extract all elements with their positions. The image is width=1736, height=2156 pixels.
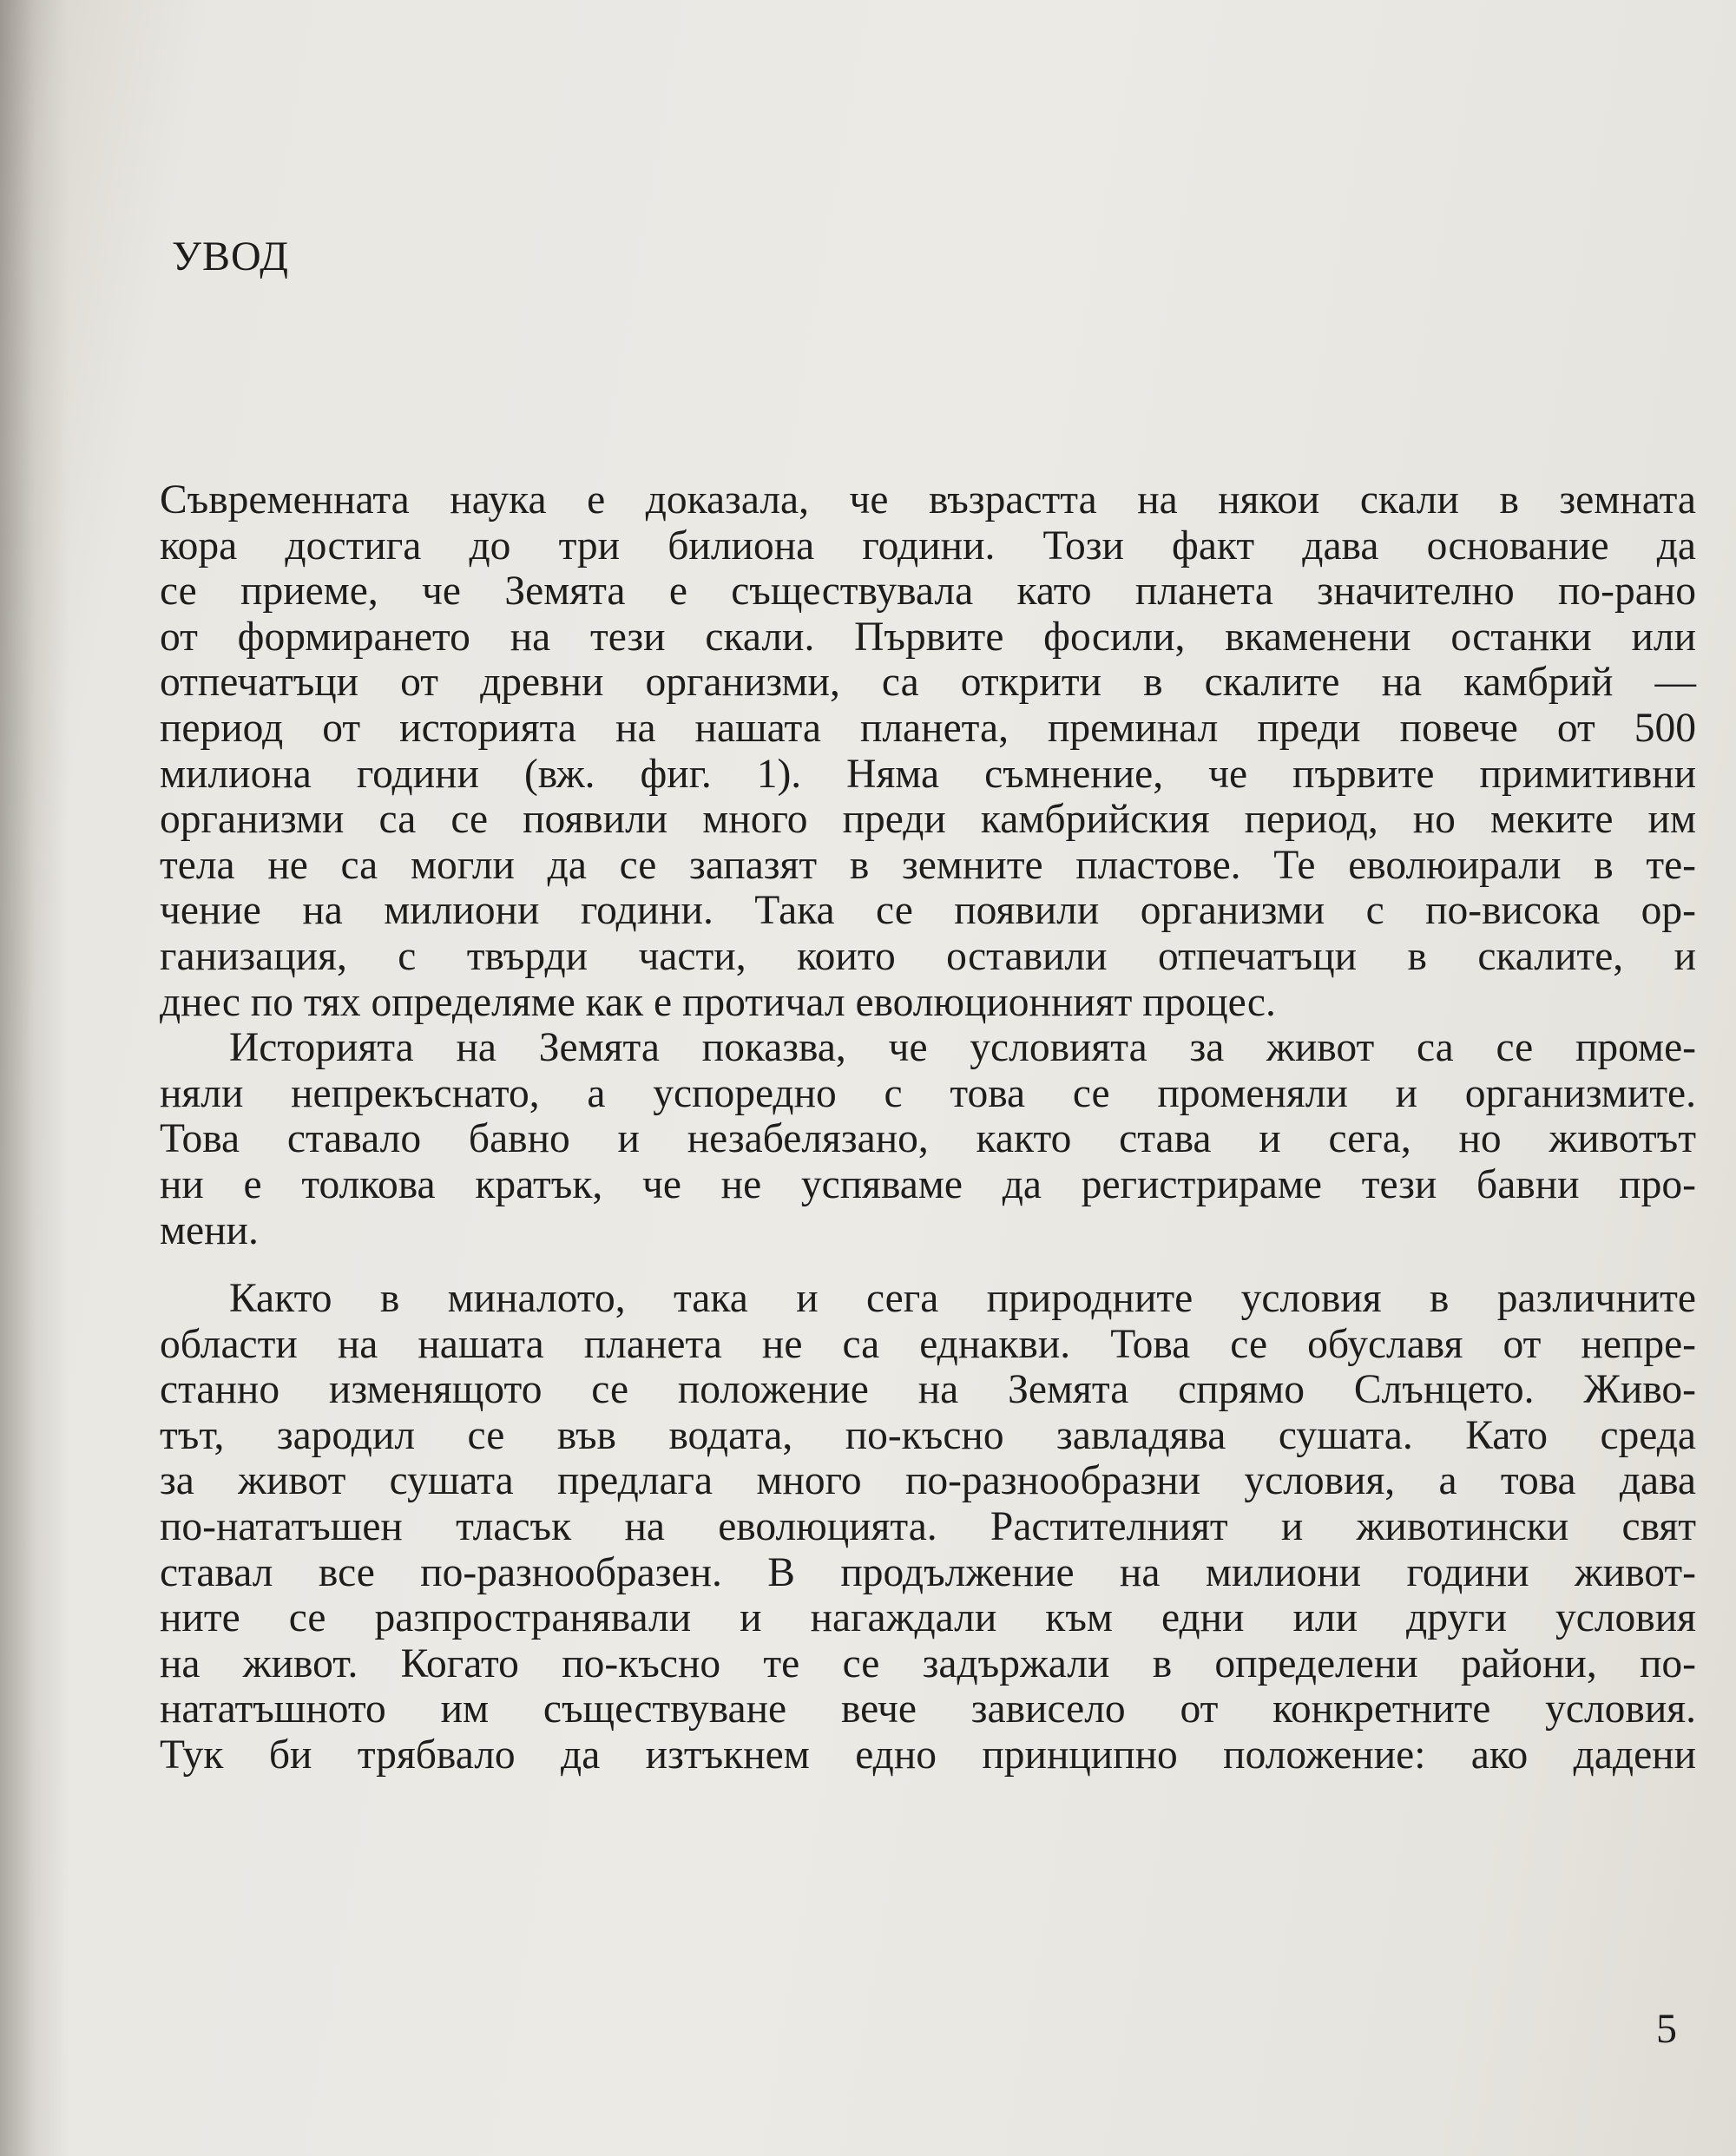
paragraph xyxy=(160,1276,1696,1778)
text-line: ните се разпространявали и нагаждали към едни или други условия xyxy=(160,1595,1696,1641)
text-line: ставал все по-разнообразен. В продължение на милиони години живот- xyxy=(160,1549,1696,1595)
text-line: Това ставало бавно и незабелязано, както става и сега, но животът xyxy=(160,1116,1696,1162)
text-line: нататъшното им съществуване вече зависело от конкретните условия. xyxy=(160,1686,1696,1732)
text-line: отпечатъци от древни организми, са открити в скалите на камбрий — xyxy=(160,660,1696,706)
page-number: 5 xyxy=(1656,2006,1677,2052)
gutter-shadow xyxy=(0,0,69,2156)
text-line: станно изменящото се положение на Земята спрямо Слънцето. Живо- xyxy=(160,1367,1696,1413)
paragraph xyxy=(160,1025,1696,1253)
text-line: днес по тях определяме как е протичал еволюционният процес. xyxy=(160,979,1276,1025)
text-line: от формирането на тези скали. Първите фосили, вкаменени останки или xyxy=(160,614,1696,660)
text-line: Историята на Земята показва, че условията за живот са се проме- xyxy=(229,1025,1696,1071)
text-line: ганизация, с твърди части, които оставили отпечатъци в скалите, и xyxy=(160,933,1696,979)
text-line: период от историята на нашата планета, преминал преди повече от 500 xyxy=(160,705,1696,751)
text-line: по-нататъшен тласък на еволюцията. Растителният и животински свят xyxy=(160,1504,1696,1550)
text-line: Както в миналото, така и сега природните условия в различните xyxy=(229,1276,1696,1322)
text-line: Съвременната наука е доказала, че възрастта на някои скали в земната xyxy=(160,477,1696,523)
text-line: на живот. Когато по-късно те се задържали в определени райони, по- xyxy=(160,1640,1696,1686)
chapter-title: УВОД xyxy=(172,233,290,279)
text-line: кора достига до три билиона години. Този факт дава основание да xyxy=(160,523,1696,569)
text-line: области на нашата планета не са еднакви. Това се обуславя от непре- xyxy=(160,1321,1696,1367)
text-line: мени. xyxy=(160,1207,259,1253)
text-line: се приеме, че Земята е съществувала като планета значително по-рано xyxy=(160,569,1696,615)
text-line: Тук би трябвало да изтъкнем едно принципно положение: ако дадени xyxy=(160,1732,1696,1778)
text-line: милиона години (вж. фиг. 1). Няма съмнение, че първите примитивни xyxy=(160,751,1696,797)
paragraph xyxy=(160,477,1696,1025)
text-line: за живот сушата предлага много по-разнообразни условия, а това дава xyxy=(160,1458,1696,1504)
body-text xyxy=(160,477,1696,1778)
text-line: организми са се появили много преди камбрийския период, но меките им xyxy=(160,797,1696,843)
text-line: няли непрекъснато, а успоредно с това се променяли и организмите. xyxy=(160,1070,1696,1116)
paragraph-gap xyxy=(160,1253,1696,1276)
text-line: тът, зародил се във водата, по-късно завладява сушата. Като среда xyxy=(160,1412,1696,1458)
text-line: тела не са могли да се запазят в земните пластове. Те еволюирали в те- xyxy=(160,842,1696,888)
text-line: ни е толкова кратък, че не успяваме да регистрираме тези бавни про- xyxy=(160,1161,1696,1207)
text-line: чение на милиони години. Така се появили организми с по-висока ор- xyxy=(160,888,1696,934)
